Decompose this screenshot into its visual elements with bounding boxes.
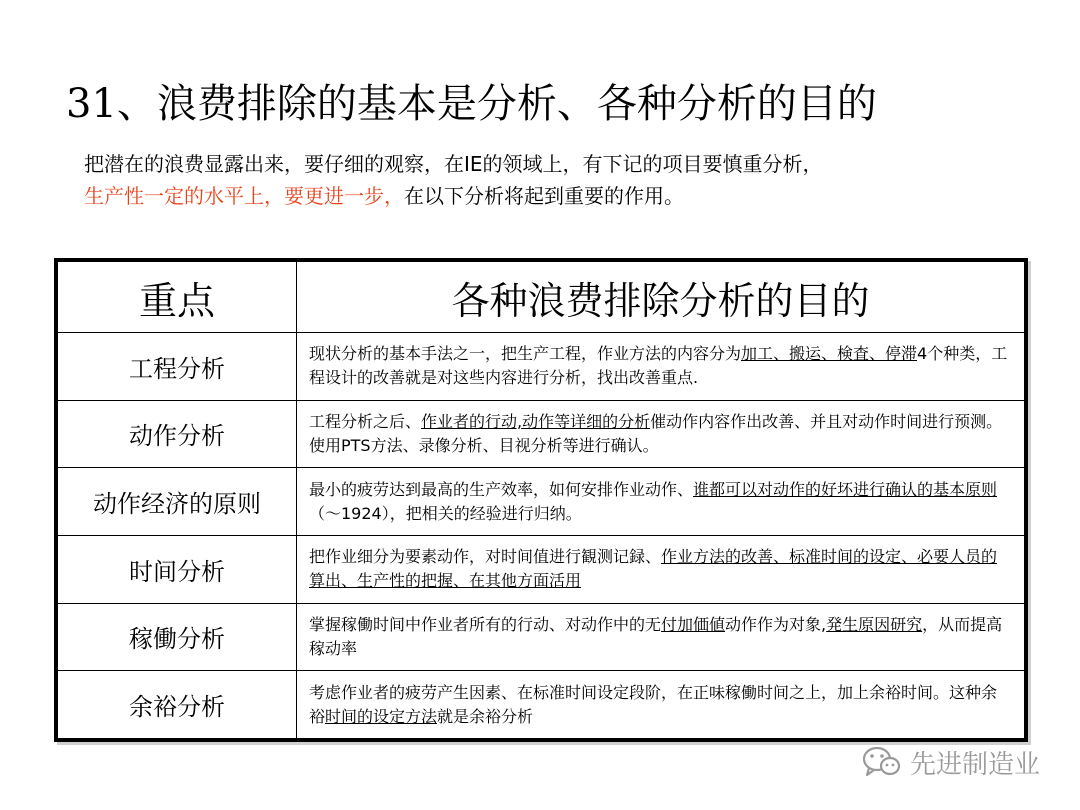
underlined-term: 时间的设定方法 [325, 706, 438, 726]
row-key-point: 动作分析 [58, 400, 297, 468]
row-key-point: 余裕分析 [58, 671, 297, 739]
intro-line-2 [84, 180, 823, 212]
table-header-row [58, 262, 1025, 333]
underlined-term: 発生原因研究 [826, 614, 923, 634]
description-text: 掌握稼働时间中作业者所有的行动、对动作中的无 [309, 614, 662, 634]
underlined-term: 作业者的行动,动作等详细的分析 [421, 411, 651, 431]
row-description [297, 671, 1025, 739]
underlined-term: 作业方法的改善、标准时间的设定、必要人员的算出、生产性的把握、在其他方面活用 [309, 547, 998, 591]
description-text: 把作业细分为要素动作，对时间值进行観测记録、 [309, 547, 662, 567]
description-text: （～1924），把相关的经验进行归纳。 [309, 503, 582, 523]
intro-highlight: 生产性一定的水平上，要更进一步， [84, 184, 404, 208]
row-key-point: 时间分析 [58, 535, 297, 603]
description-text: ，从而提高稼动率 [309, 614, 1003, 658]
table-row [58, 535, 1025, 603]
underlined-term: 加工、搬运、検査、停滞 [741, 344, 918, 364]
description-text: 现状分析的基本手法之一，把生产工程，作业方法的内容分为 [309, 344, 742, 364]
row-description [297, 333, 1025, 401]
row-key-point: 动作经济的原则 [58, 468, 297, 536]
row-key-point: 工程分析 [58, 333, 297, 401]
description-text: 就是余裕分析 [437, 706, 534, 726]
intro-text [84, 148, 823, 212]
row-description [297, 603, 1025, 671]
table-row [58, 400, 1025, 468]
description-text: 考虑作业者的疲劳产生因素、在标准时间设定段阶，在正味稼働时间之上，加上余裕时间。这种余裕 [309, 682, 998, 726]
description-text: 催动作内容作出改善、并且对动作时间进行预测。使用PTS方法、录像分析、目视分析等进行确认。 [309, 411, 1003, 455]
row-description [297, 468, 1025, 536]
header-purpose: 各种浪费排除分析的目的 [297, 262, 1025, 333]
row-description [297, 535, 1025, 603]
underlined-term: 谁都可以对动作的好坏进行确认的基本原则 [693, 479, 998, 499]
row-description [297, 400, 1025, 468]
description-text: 动作作为对象, [725, 614, 827, 634]
description-text: 工程分析之后、 [309, 411, 422, 431]
intro-line-1: 把潜在的浪费显露出来，要仔细的观察，在IE的领域上，有下记的项目要慎重分析， [84, 152, 823, 176]
watermark-text: 先进制造业 [910, 749, 1041, 780]
page-title: 31、浪费排除的基本是分析、各种分析的目的 [66, 81, 877, 127]
watermark [862, 742, 1040, 782]
intro-line-2-rest: 在以下分析将起到重要的作用。 [404, 184, 684, 208]
description-text: 4个种类，工程设计的改善就是对这些内容进行分析，找出改善重点. [309, 344, 1008, 388]
header-key-point: 重点 [58, 262, 297, 333]
table-row [58, 671, 1025, 739]
wechat-icon [862, 745, 902, 779]
analysis-table [54, 258, 1028, 742]
table-row [58, 603, 1025, 671]
table-row [58, 468, 1025, 536]
underlined-term: 付加価値 [661, 614, 726, 634]
table-row [58, 333, 1025, 401]
row-key-point: 稼働分析 [58, 603, 297, 671]
description-text: 最小的疲劳达到最高的生产效率，如何安排作业动作、 [309, 479, 694, 499]
